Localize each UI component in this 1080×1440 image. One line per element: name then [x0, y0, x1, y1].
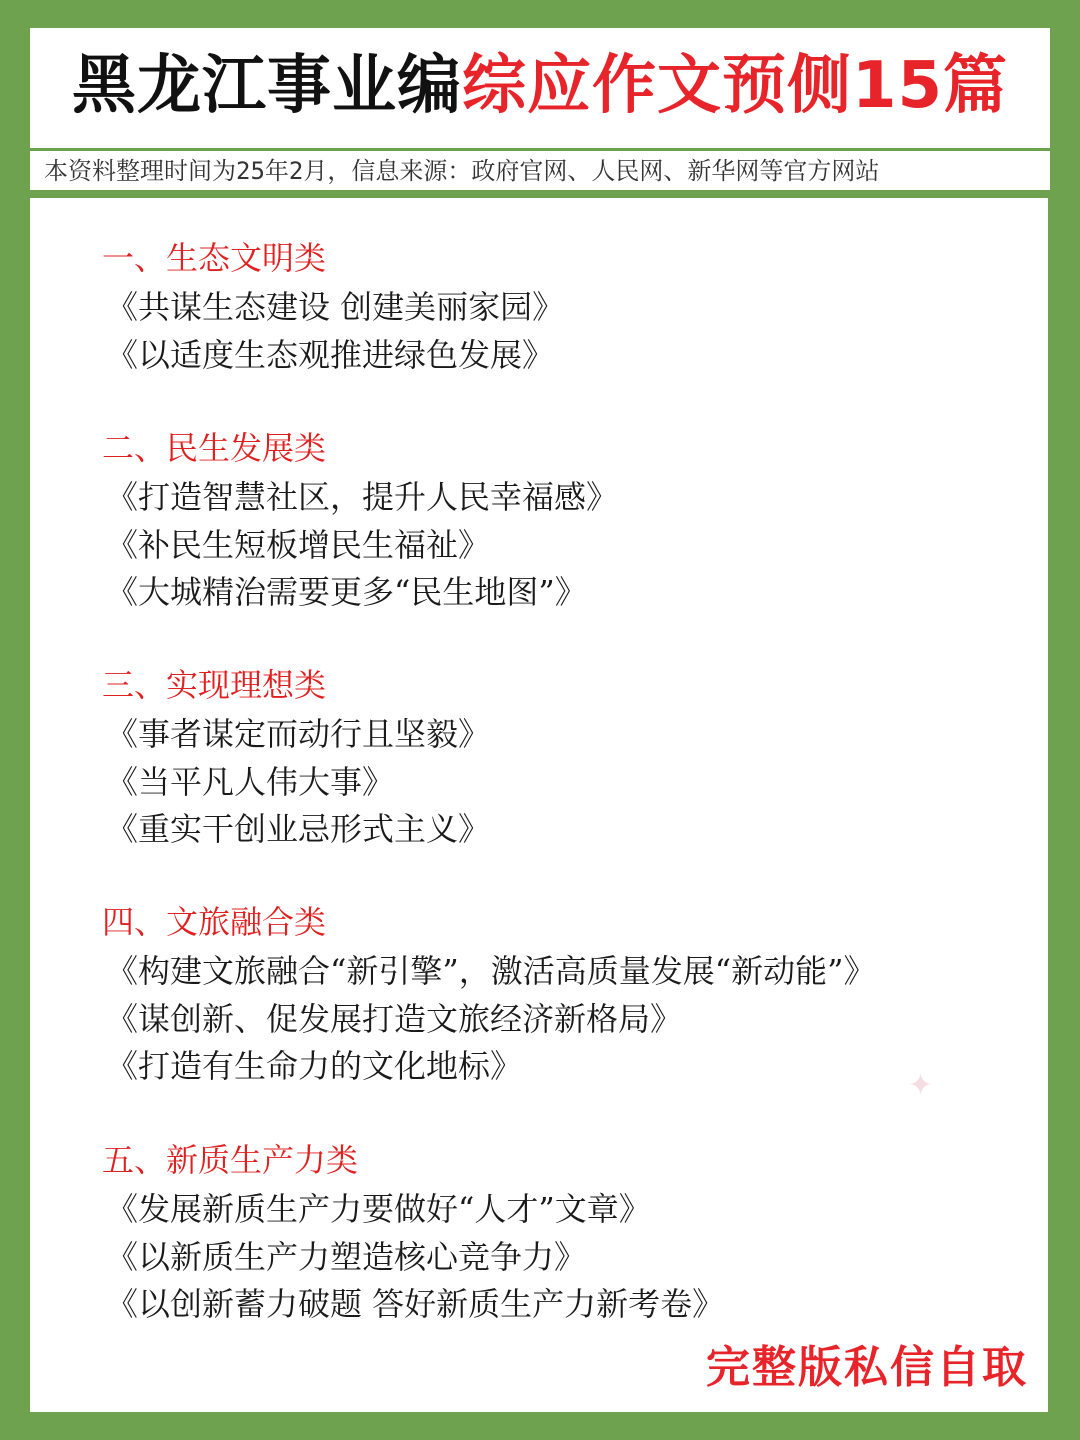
- section-heading: 二、民生发展类: [102, 429, 327, 467]
- essay-title: 《谋创新、促发展打造文旅经济新格局》: [106, 999, 683, 1038]
- section-heading: 五、新质生产力类: [102, 1141, 359, 1179]
- section-ecology: [102, 236, 564, 379]
- source-note: 本资料整理时间为25年2月，信息来源：政府官网、人民网、新华网等官方网站: [44, 157, 880, 185]
- essay-title: 《发展新质生产力要做好“人才”文章》: [106, 1190, 651, 1228]
- essay-title: 《以适度生态观推进绿色发展》: [106, 335, 555, 374]
- essay-title: 《重实干创业忌形式主义》: [106, 810, 491, 848]
- essay-title: 《打造有生命力的文化地标》: [106, 1047, 523, 1085]
- section-heading: 四、文旅融合类: [102, 903, 327, 941]
- section-heading: 一、生态文明类: [102, 239, 327, 277]
- content-card: [30, 198, 1048, 1412]
- essay-title: 《共谋生态建设 创建美丽家园》: [106, 288, 565, 326]
- header-card: [30, 28, 1050, 190]
- title-black-part: 黑龙江事业编: [71, 49, 462, 123]
- section-ideals: [102, 663, 490, 854]
- footer-cta: 完整版私信自取: [706, 1342, 1028, 1393]
- section-livelihood: [102, 426, 618, 617]
- page-title: [30, 38, 1050, 134]
- sparkle-icon: ✦: [908, 1068, 934, 1103]
- essay-title: 《以新质生产力塑造核心竞争力》: [106, 1237, 587, 1276]
- essay-title: 《构建文旅融合“新引擎”，激活高质量发展“新动能”》: [106, 952, 876, 990]
- essay-title: 《补民生短板增民生福祉》: [106, 525, 491, 564]
- title-red-part: 综应作文预侧15篇: [461, 49, 1009, 123]
- essay-title: 《打造智慧社区，提升人民幸福感》: [106, 478, 619, 516]
- essay-title: 《大城精治需要更多“民生地图”》: [106, 573, 587, 611]
- section-new-productivity: [102, 1138, 724, 1329]
- header-divider: [30, 148, 1050, 151]
- essay-title: 《以创新蓄力破题 答好新质生产力新考卷》: [106, 1285, 725, 1323]
- section-culture-tourism: [102, 900, 875, 1091]
- section-heading: 三、实现理想类: [102, 666, 327, 704]
- essay-title: 《当平凡人伟大事》: [106, 762, 395, 801]
- essay-title: 《事者谋定而动行且坚毅》: [106, 715, 491, 753]
